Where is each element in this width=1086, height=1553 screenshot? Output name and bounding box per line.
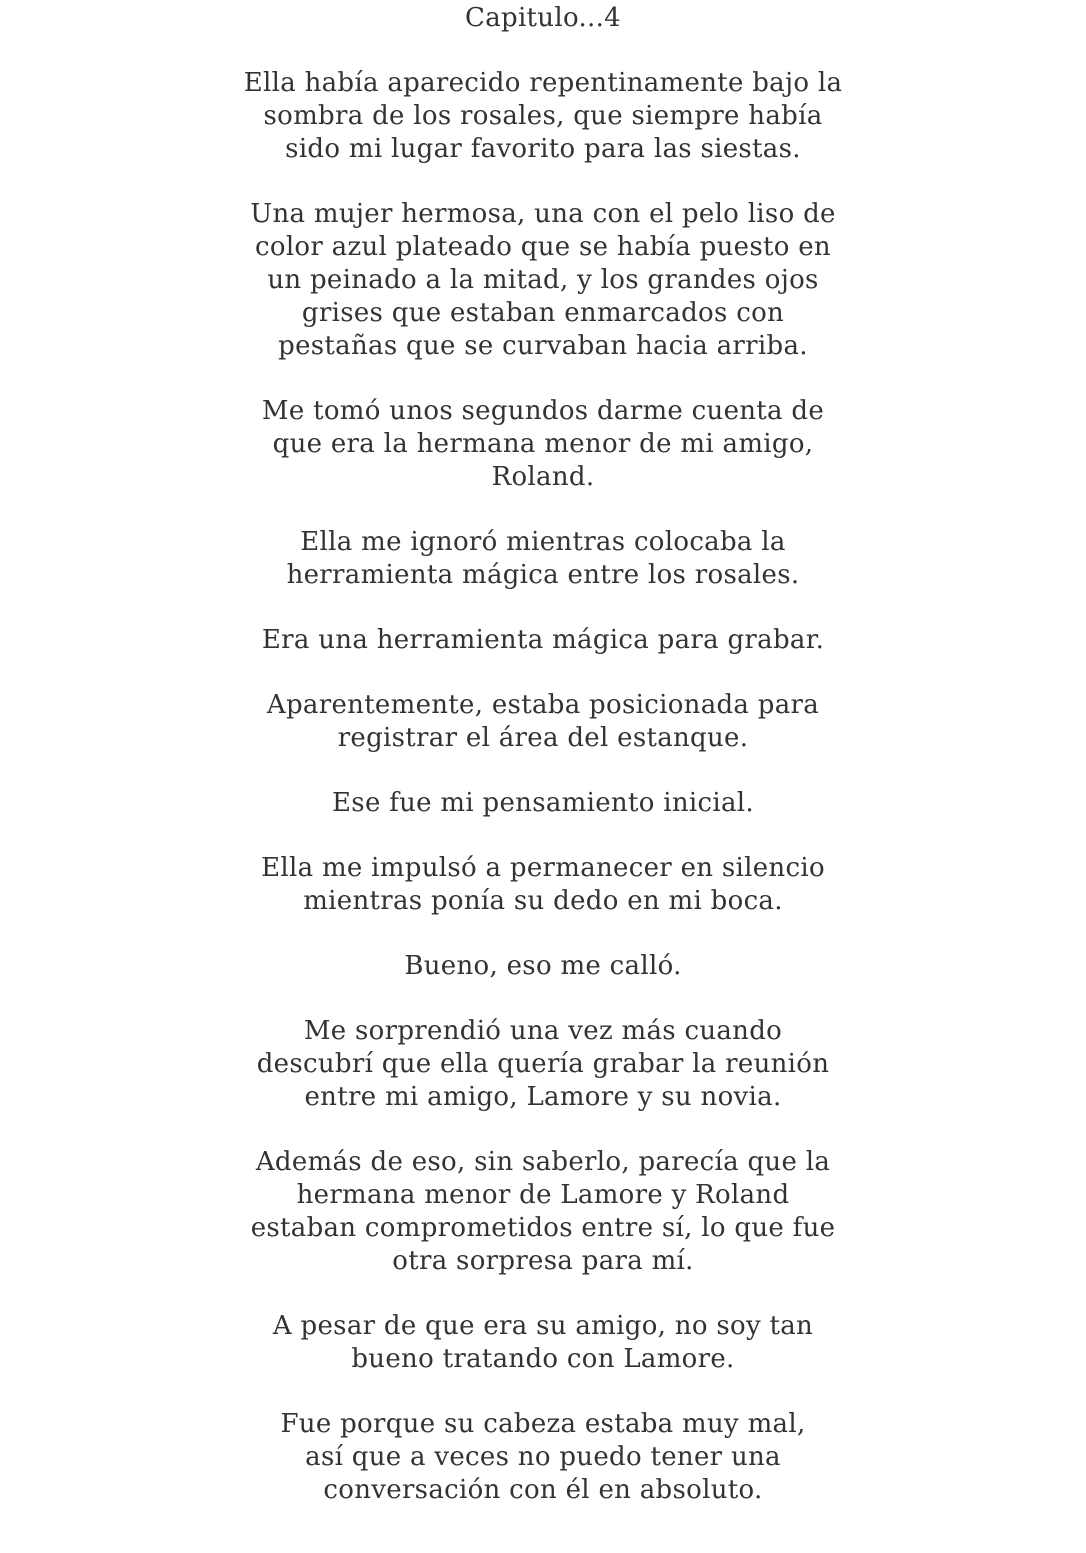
paragraph-line: hermana menor de Lamore y Roland	[296, 1180, 790, 1210]
paragraph-line: Fue porque su cabeza estaba muy mal,	[280, 1409, 806, 1439]
paragraph-line: otra sorpresa para mí.	[392, 1246, 694, 1276]
paragraph-line: sombra de los rosales, que siempre había	[263, 101, 823, 131]
paragraph	[0, 787, 1086, 820]
paragraph	[0, 1146, 1086, 1278]
paragraph	[0, 526, 1086, 592]
paragraph	[0, 198, 1086, 363]
paragraph-line: Ella había aparecido repentinamente bajo la	[243, 68, 843, 98]
paragraph-line: Ella me ignoró mientras colocaba la	[300, 527, 786, 557]
paragraph-line: color azul plateado que se había puesto en	[255, 232, 831, 262]
paragraph-line: Ella me impulsó a permanecer en silencio	[261, 853, 825, 883]
paragraph-line: descubrí que ella quería grabar la reunión	[256, 1049, 830, 1079]
paragraph	[0, 1015, 1086, 1114]
paragraph-line: estaban comprometidos entre sí, lo que fue	[250, 1213, 836, 1243]
paragraph	[0, 395, 1086, 494]
paragraph-line: Bueno, eso me calló.	[404, 951, 682, 981]
paragraph	[0, 689, 1086, 755]
paragraph-line: Aparentemente, estaba posicionada para	[266, 690, 820, 720]
paragraph-line: Me sorprendió una vez más cuando	[303, 1016, 783, 1046]
paragraph-line: registrar el área del estanque.	[337, 723, 749, 753]
paragraph-line: herramienta mágica entre los rosales.	[286, 560, 800, 590]
paragraph	[0, 852, 1086, 918]
paragraph-line: Además de eso, sin saberlo, parecía que la	[255, 1147, 831, 1177]
paragraph-line: conversación con él en absoluto.	[323, 1475, 763, 1505]
paragraph	[0, 67, 1086, 166]
paragraph-line: Una mujer hermosa, una con el pelo liso de	[250, 199, 836, 229]
paragraph-line: sido mi lugar favorito para las siestas.	[285, 134, 801, 164]
paragraph-line: entre mi amigo, Lamore y su novia.	[304, 1082, 782, 1112]
paragraph-line: así que a veces no puedo tener una	[305, 1442, 781, 1472]
paragraph-line: que era la hermana menor de mi amigo,	[272, 429, 814, 459]
paragraph	[0, 1310, 1086, 1376]
paragraph-line: pestañas que se curvaban hacia arriba.	[278, 331, 808, 361]
paragraph	[0, 624, 1086, 657]
chapter-title: Capitulo...4	[465, 3, 621, 33]
paragraph-line: Ese fue mi pensamiento inicial.	[332, 788, 754, 818]
paragraph-line: A pesar de que era su amigo, no soy tan	[272, 1311, 814, 1341]
paragraph-line: Me tomó unos segundos darme cuenta de	[261, 396, 825, 426]
paragraph-line: Era una herramienta mágica para grabar.	[261, 625, 825, 655]
paragraph	[0, 1408, 1086, 1507]
paragraph-line: bueno tratando con Lamore.	[351, 1344, 735, 1374]
paragraph-line: mientras ponía su dedo en mi boca.	[303, 886, 783, 916]
paragraph	[0, 950, 1086, 983]
paragraph-line: grises que estaban enmarcados con	[301, 298, 785, 328]
paragraph-line: Roland.	[491, 462, 595, 492]
chapter-body	[0, 67, 1086, 1507]
paragraph-line: un peinado a la mitad, y los grandes ojos	[267, 265, 819, 295]
